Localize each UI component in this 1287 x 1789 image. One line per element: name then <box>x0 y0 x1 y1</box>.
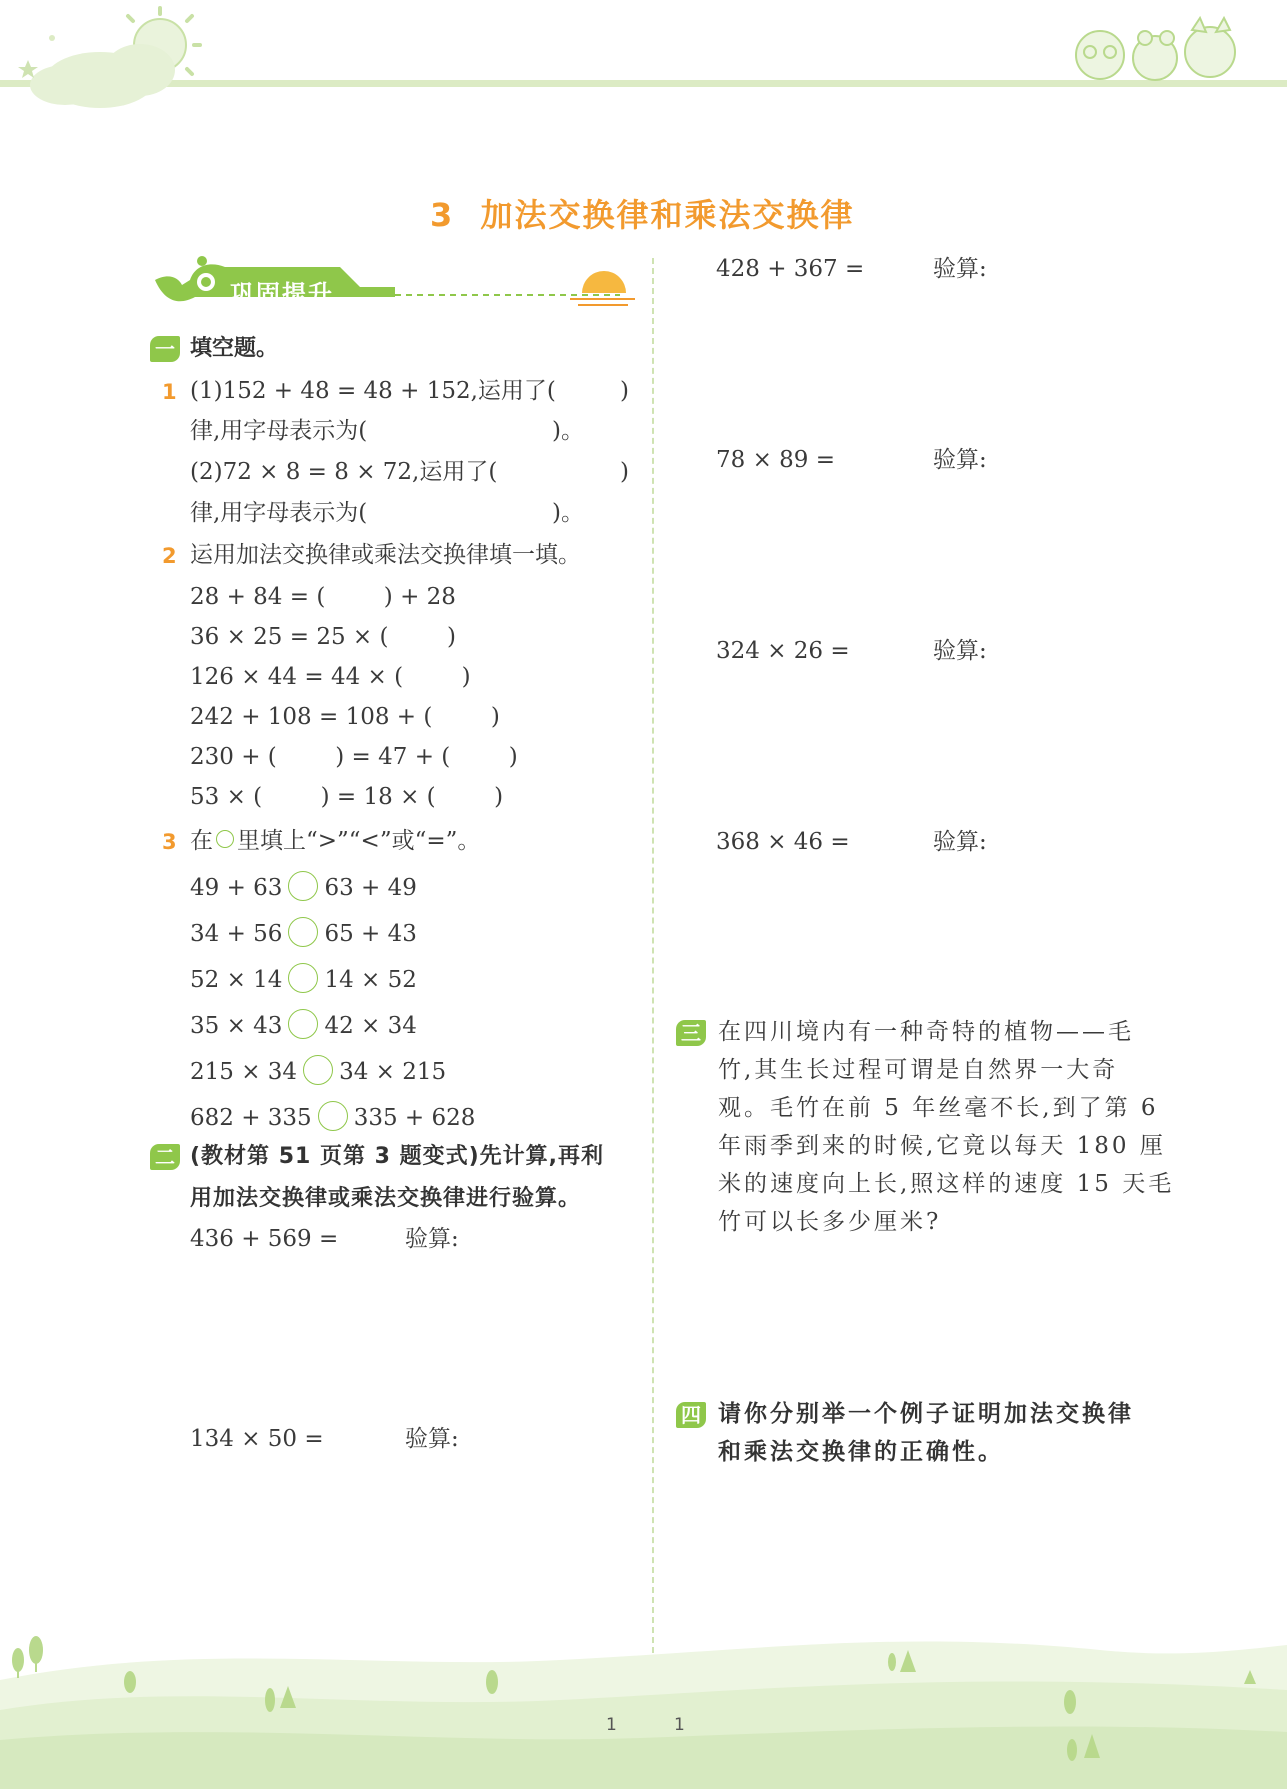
animal-faces-icon <box>1076 18 1235 80</box>
q2-item: 36 × 25 = 25 × ( ) <box>190 624 456 650</box>
calc-expression: 324 × 26 = <box>716 638 850 664</box>
compare-row <box>190 920 417 950</box>
compare-right: 34 × 215 <box>339 1059 447 1085</box>
question-number-3: 3 <box>162 830 177 854</box>
section-4-line: 请你分别举一个例子证明加法交换律 <box>718 1401 1134 1427</box>
calc-expression: 78 × 89 = <box>716 447 836 473</box>
section-3-text <box>718 1013 1175 1241</box>
compare-circle-blank[interactable] <box>288 871 318 901</box>
header-decoration <box>0 0 1287 110</box>
check-label: 验算: <box>933 256 987 282</box>
compare-left: 52 × 14 <box>190 967 283 993</box>
section-tag-2: 二 <box>150 1144 180 1170</box>
page-number-right: 1 <box>674 1715 685 1735</box>
compare-right: 65 + 43 <box>324 921 417 947</box>
question-number-2: 2 <box>162 544 177 568</box>
section-3-line: 米的速度向上长,照这样的速度 15 天毛 <box>718 1171 1175 1197</box>
calc-expression: 436 + 569 = <box>190 1226 339 1252</box>
q1-line1: (1)152 + 48 = 48 + 152,运用了( <box>190 378 556 404</box>
footer-landscape <box>0 1620 1287 1789</box>
section-tag-4: 四 <box>676 1402 706 1428</box>
section-3-line: 观。毛竹在前 5 年丝毫不长,到了第 6 <box>718 1095 1159 1121</box>
compare-left: 49 + 63 <box>190 875 283 901</box>
compare-circle-blank[interactable] <box>303 1055 333 1085</box>
compare-row <box>190 1104 475 1134</box>
calc-expression: 428 + 367 = <box>716 256 865 282</box>
section-tag-3: 三 <box>676 1020 706 1046</box>
compare-circle-blank[interactable] <box>318 1101 348 1131</box>
q3-heading-post: 里填上“>”“<”或“=”。 <box>237 828 481 854</box>
column-divider <box>652 258 654 1653</box>
circle-icon <box>216 830 234 848</box>
compare-left: 35 × 43 <box>190 1013 283 1039</box>
q3-heading <box>190 830 480 853</box>
page-title: 3 加法交换律和乘法交换律 <box>430 196 855 234</box>
compare-left: 34 + 56 <box>190 921 283 947</box>
section-3-line: 年雨季到来的时候,它竟以每天 180 厘 <box>718 1133 1166 1159</box>
q1-line4-close: )。 <box>552 500 584 526</box>
check-label: 验算: <box>933 638 987 664</box>
section-4-text <box>718 1395 1178 1471</box>
banner-label: 巩固提升 <box>230 280 334 308</box>
cloud-icon <box>30 44 175 108</box>
compare-right: 42 × 34 <box>324 1013 417 1039</box>
compare-row <box>190 1012 417 1042</box>
check-label: 验算: <box>933 447 987 473</box>
section-banner <box>150 255 635 317</box>
q2-item: 53 × ( ) = 18 × ( ) <box>190 784 504 810</box>
section-3-line: 竹,其生长过程可谓是自然界一大奇 <box>718 1057 1119 1083</box>
section-3-line: 在四川境内有一种奇特的植物——毛 <box>718 1019 1134 1045</box>
compare-circle-blank[interactable] <box>288 917 318 947</box>
check-label: 验算: <box>405 1426 459 1452</box>
check-label: 验算: <box>405 1226 459 1252</box>
q1-line3-close: ) <box>620 459 629 485</box>
q2-item: 126 × 44 = 44 × ( ) <box>190 664 471 690</box>
compare-right: 14 × 52 <box>324 967 417 993</box>
calc-expression: 134 × 50 = <box>190 1426 324 1452</box>
compare-left: 215 × 34 <box>190 1059 298 1085</box>
section-tag-1: 一 <box>150 336 180 362</box>
compare-left: 682 + 335 <box>190 1105 312 1131</box>
q2-item: 242 + 108 = 108 + ( ) <box>190 704 500 730</box>
q1-line1-close: ) <box>620 378 629 404</box>
q3-heading-pre: 在 <box>190 828 213 854</box>
q2-item: 28 + 84 = ( ) + 28 <box>190 584 456 610</box>
q1-line2-close: )。 <box>552 418 584 444</box>
compare-row <box>190 1058 446 1088</box>
page-number-left: 1 <box>606 1715 617 1735</box>
compare-right: 63 + 49 <box>324 875 417 901</box>
compare-circle-blank[interactable] <box>288 1009 318 1039</box>
sunset-icon <box>570 271 635 305</box>
compare-row <box>190 966 417 996</box>
q1-line2: 律,用字母表示为( <box>190 418 368 444</box>
section-4-line: 和乘法交换律的正确性。 <box>718 1439 1004 1465</box>
compare-circle-blank[interactable] <box>288 963 318 993</box>
q1-line3: (2)72 × 8 = 8 × 72,运用了( <box>190 459 498 485</box>
section-2-line1: (教材第 51 页第 3 题变式)先计算,再利 <box>190 1144 605 1169</box>
compare-right: 335 + 628 <box>353 1105 476 1131</box>
q1-line4: 律,用字母表示为( <box>190 500 368 526</box>
q2-item: 230 + ( ) = 47 + ( ) <box>190 744 518 770</box>
section-3-line: 竹可以长多少厘米? <box>718 1209 942 1235</box>
check-label: 验算: <box>933 829 987 855</box>
section-1-heading: 填空题。 <box>190 336 279 361</box>
calc-expression: 368 × 46 = <box>716 829 850 855</box>
q2-heading: 运用加法交换律或乘法交换律填一填。 <box>190 542 581 568</box>
question-number-1: 1 <box>162 380 177 404</box>
compare-row <box>190 874 417 904</box>
section-2-line2: 用加法交换律或乘法交换律进行验算。 <box>190 1186 582 1211</box>
